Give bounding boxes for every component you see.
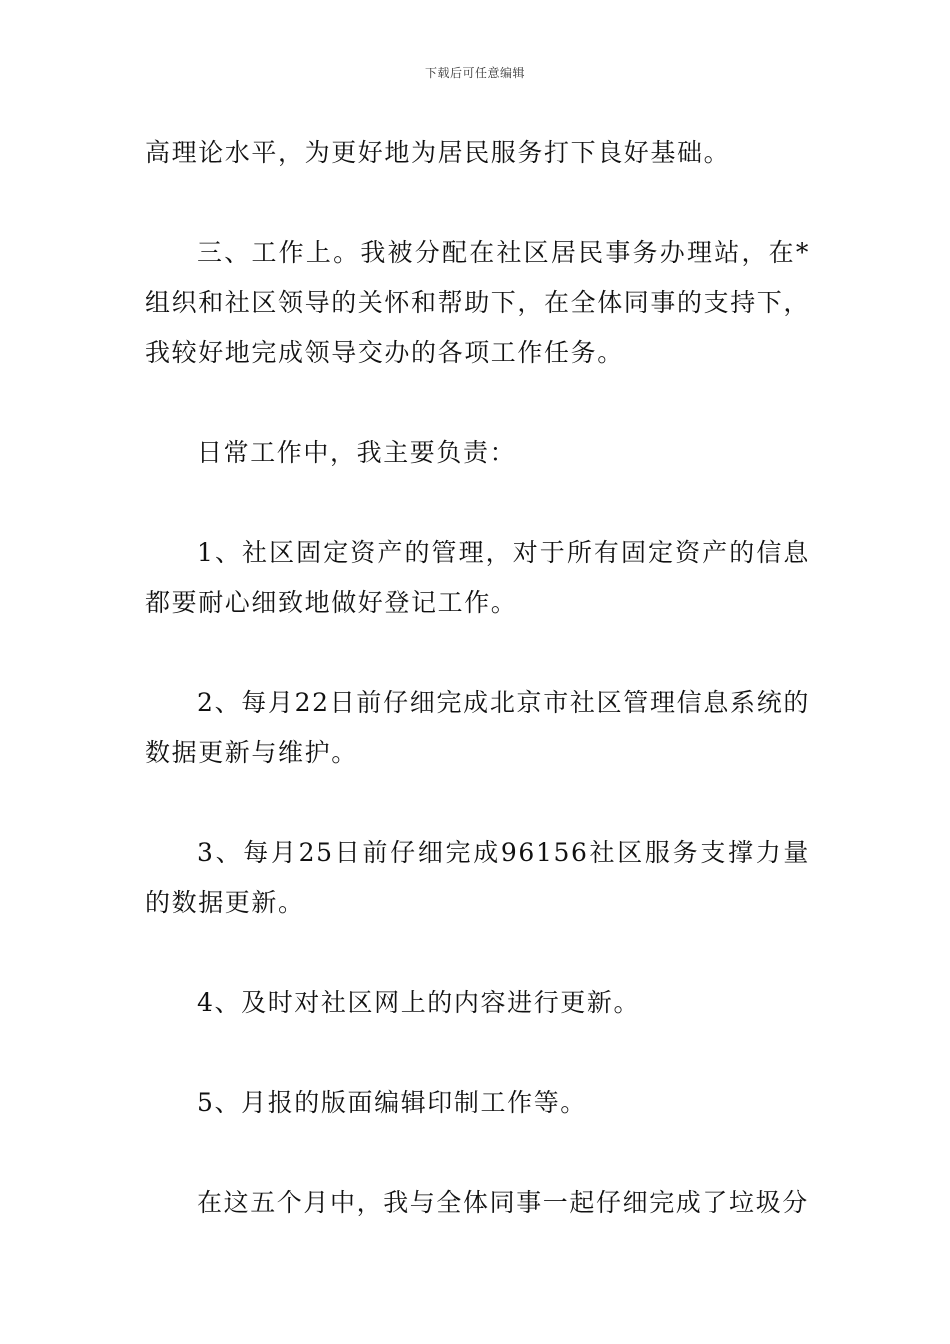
list-item-4: 4、及时对社区网上的内容进行更新。 xyxy=(197,988,641,1017)
paragraph-daily-duties-intro: 日常工作中，我主要负责： xyxy=(197,438,517,467)
list-item-1: 1、社区固定资产的管理，对于所有固定资产的信息都要耐心细致地做好登记工作。 xyxy=(145,538,810,617)
list-item-2: 2、每月22日前仔细完成北京市社区管理信息系统的数据更新与维护。 xyxy=(145,688,810,767)
list-item-3: 3、每月25日前仔细完成96156社区服务支撑力量的数据更新。 xyxy=(145,838,810,917)
document-body xyxy=(145,128,810,1228)
paragraph-five-months: 在这五个月中，我与全体同事一起仔细完成了垃圾分 xyxy=(197,1188,809,1217)
list-item-5: 5、月报的版面编辑印制工作等。 xyxy=(197,1088,587,1117)
paragraph-continuation: 高理论水平，为更好地为居民服务打下良好基础。 xyxy=(145,138,731,167)
paragraph-work-section: 三、工作上。我被分配在社区居民事务办理站，在*组织和社区领导的关怀和帮助下，在全体同事的支持下，我较好地完成领导交办的各项工作任务。 xyxy=(145,238,811,367)
header-note: 下载后可任意编辑 xyxy=(424,66,525,80)
